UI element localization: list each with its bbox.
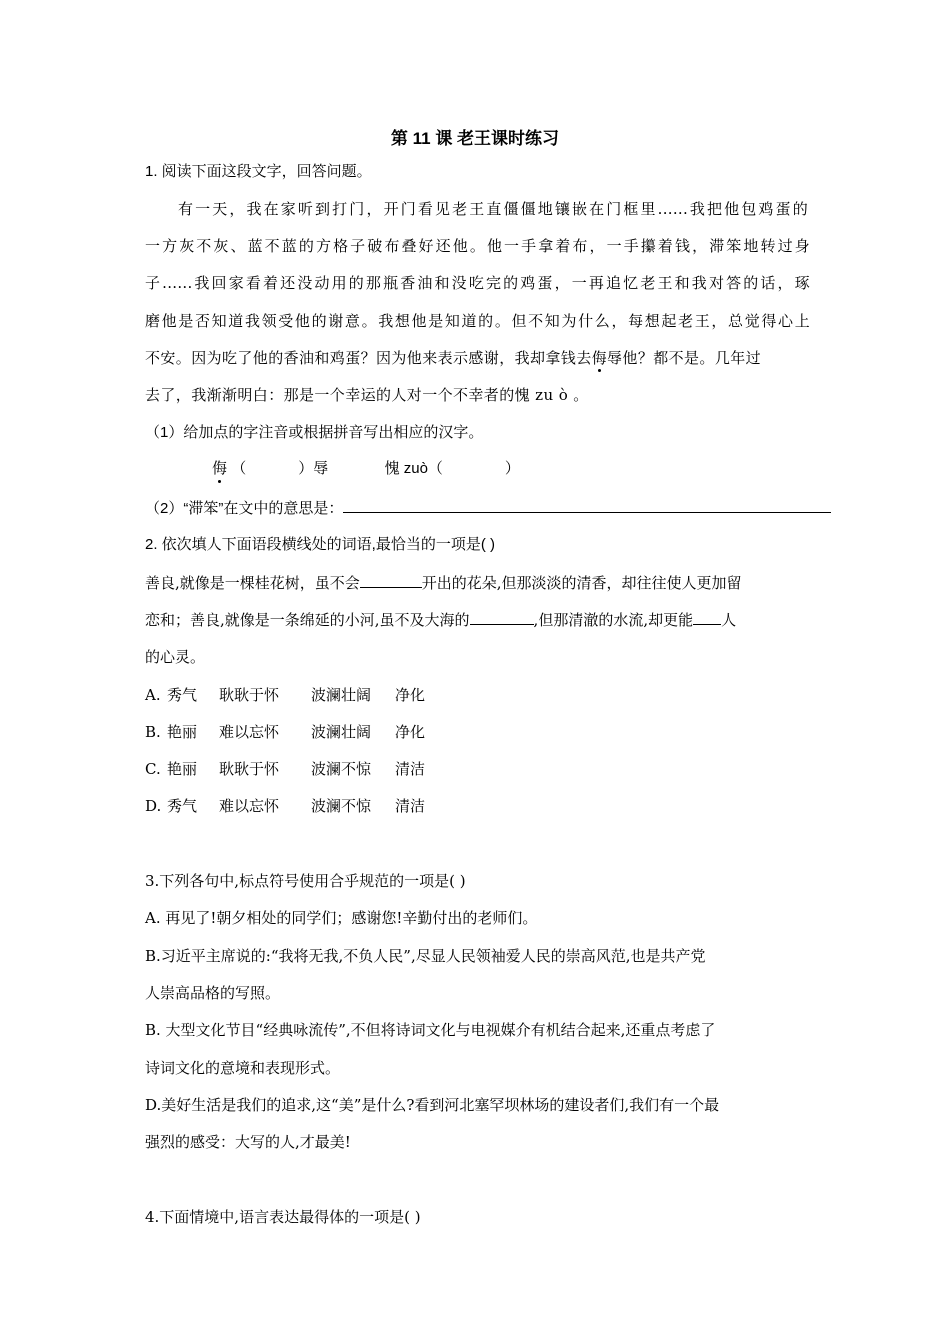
q3-option-d-line-2: 强烈的感受：大写的人,才最美! bbox=[145, 1133, 351, 1151]
q1-sub2-answer-line[interactable] bbox=[343, 498, 831, 513]
q1-sub1: （1）给加点的字注音或根据拼音写出相应的汉字。 bbox=[145, 424, 484, 441]
q1-passage-line-6: 去了，我渐渐明白：那是一个幸运的人对一个不幸者的愧 zu ò 。 bbox=[145, 386, 589, 404]
q3-option-b2-line-1[interactable]: B. 大型文化节目“经典咏流传”,不但将诗词文化与电视媒介有机结合起来,还重点考虑了 bbox=[145, 1021, 716, 1039]
option-word: 秀气 bbox=[167, 797, 198, 815]
q1-sub2 bbox=[145, 498, 875, 519]
q2-option-b[interactable] bbox=[145, 722, 810, 742]
q1-passage-line-1: 有一天，我在家听到打门，开门看见老王直僵僵地镶嵌在门框里......我把他包鸡蛋的 bbox=[178, 200, 808, 218]
q1-sub1-char-wu: 侮 bbox=[212, 460, 228, 477]
q3-option-d-line-1[interactable]: D.美好生活是我们的追求,这“美”是什么?看到河北塞罕坝林场的建设者们,我们有一个最 bbox=[145, 1096, 720, 1114]
option-word: 波澜不惊 bbox=[311, 760, 372, 778]
option-word: 难以忘怀 bbox=[219, 797, 280, 815]
q2-line-2a: 恋和；善良,就像是一条绵延的小河,虽不及大海的 bbox=[145, 611, 470, 629]
q2-line-3: 的心灵。 bbox=[145, 648, 206, 666]
option-word: 耿耿于怀 bbox=[219, 760, 280, 778]
q1-passage-line-2: 一方灰不灰、蓝不蓝的方格子破布叠好还他。他一手拿着布，一手攥着钱，滞笨地转过身 bbox=[145, 237, 810, 255]
option-word: 波澜壮阔 bbox=[311, 686, 372, 704]
option-word: 艳丽 bbox=[167, 760, 198, 778]
option-word: 波澜不惊 bbox=[311, 797, 372, 815]
q1-sub1-close-paren-b: ） bbox=[504, 460, 520, 477]
q1-passage-line-5b: 辱他？都不是。几年过 bbox=[607, 349, 762, 367]
q2-option-d[interactable] bbox=[145, 796, 810, 816]
q3-stem: 3.下列各句中,标点符号使用合乎规范的一项是( ) bbox=[145, 872, 466, 890]
option-word: 清洁 bbox=[395, 797, 426, 815]
q1-sub1-close-paren: ）辱 bbox=[298, 460, 329, 477]
option-label: B. bbox=[145, 723, 161, 741]
q3-option-b2-line-2: 诗词文化的意境和表现形式。 bbox=[145, 1059, 341, 1077]
q2-option-c[interactable] bbox=[145, 759, 810, 779]
q1-sub1-kuizuo: 愧 zuò（ bbox=[384, 460, 443, 477]
option-word: 耿耿于怀 bbox=[219, 686, 280, 704]
q1-dotted-char: 侮 bbox=[591, 349, 608, 367]
q1-sub2-label: （2）“滞笨”在文中的意思是： bbox=[145, 500, 344, 517]
q2-option-a[interactable] bbox=[145, 685, 810, 705]
q1-passage-line-5 bbox=[145, 348, 810, 368]
q2-line-1 bbox=[145, 573, 815, 593]
q2-line-1a: 善良,就像是一棵桂花树，虽不会 bbox=[145, 574, 360, 592]
q2-line-2 bbox=[145, 610, 815, 630]
option-label: A. bbox=[145, 686, 161, 704]
q1-passage-line-4: 磨他是否知道我领受他的谢意。我想他是知道的。但不知为什么，每想起老王，总觉得心上 bbox=[145, 312, 810, 330]
q3-option-b-line-1[interactable]: B.习近平主席说的:“我将无我,不负人民”,尽显人民领袖爱人民的崇高风范,也是共产党 bbox=[145, 947, 706, 965]
q3-option-a[interactable]: A. 再见了!朝夕相处的同学们；感谢您!辛勤付出的老师们。 bbox=[145, 909, 538, 927]
q2-blank-3[interactable] bbox=[693, 610, 721, 625]
option-word: 难以忘怀 bbox=[219, 723, 280, 741]
q1-passage-line-5a: 不安。因为吃了他的香油和鸡蛋？因为他来表示感谢，我却拿钱去 bbox=[145, 349, 592, 367]
option-word: 净化 bbox=[395, 686, 426, 704]
option-label: C. bbox=[145, 760, 161, 778]
q2-blank-1[interactable] bbox=[360, 573, 422, 588]
q2-blank-2[interactable] bbox=[470, 610, 534, 625]
option-word: 净化 bbox=[395, 723, 426, 741]
q2-stem: 2. 依次填人下面语段横线处的词语,最恰当的一项是( ) bbox=[145, 536, 496, 553]
q2-line-1b: 开出的花朵,但那淡淡的清香，却往往使人更加留 bbox=[421, 574, 742, 592]
q1-stem: 1. 阅读下面这段文字，回答问题。 bbox=[145, 163, 372, 180]
q2-line-2b: ,但那清澈的水流,却更能 bbox=[533, 611, 694, 629]
q4-stem: 4.下面情境中,语言表达最得体的一项是( ) bbox=[145, 1208, 421, 1226]
q2-line-2c: 人 bbox=[721, 611, 737, 629]
option-word: 波澜壮阔 bbox=[311, 723, 372, 741]
option-word: 清洁 bbox=[395, 760, 426, 778]
page-title: 第 11 课 老王课时练习 bbox=[390, 129, 560, 148]
q1-sub1-answers bbox=[212, 459, 632, 479]
option-label: D. bbox=[145, 797, 162, 815]
q1-sub1-open-paren: （ bbox=[231, 460, 247, 477]
q1-passage-line-3: 子......我回家看着还没动用的那瓶香油和没吃完的鸡蛋，一再追忆老王和我对答的话，琢 bbox=[145, 274, 810, 292]
option-word: 艳丽 bbox=[167, 723, 198, 741]
q3-option-b-line-2: 人崇高品格的写照。 bbox=[145, 984, 281, 1002]
option-word: 秀气 bbox=[167, 686, 198, 704]
